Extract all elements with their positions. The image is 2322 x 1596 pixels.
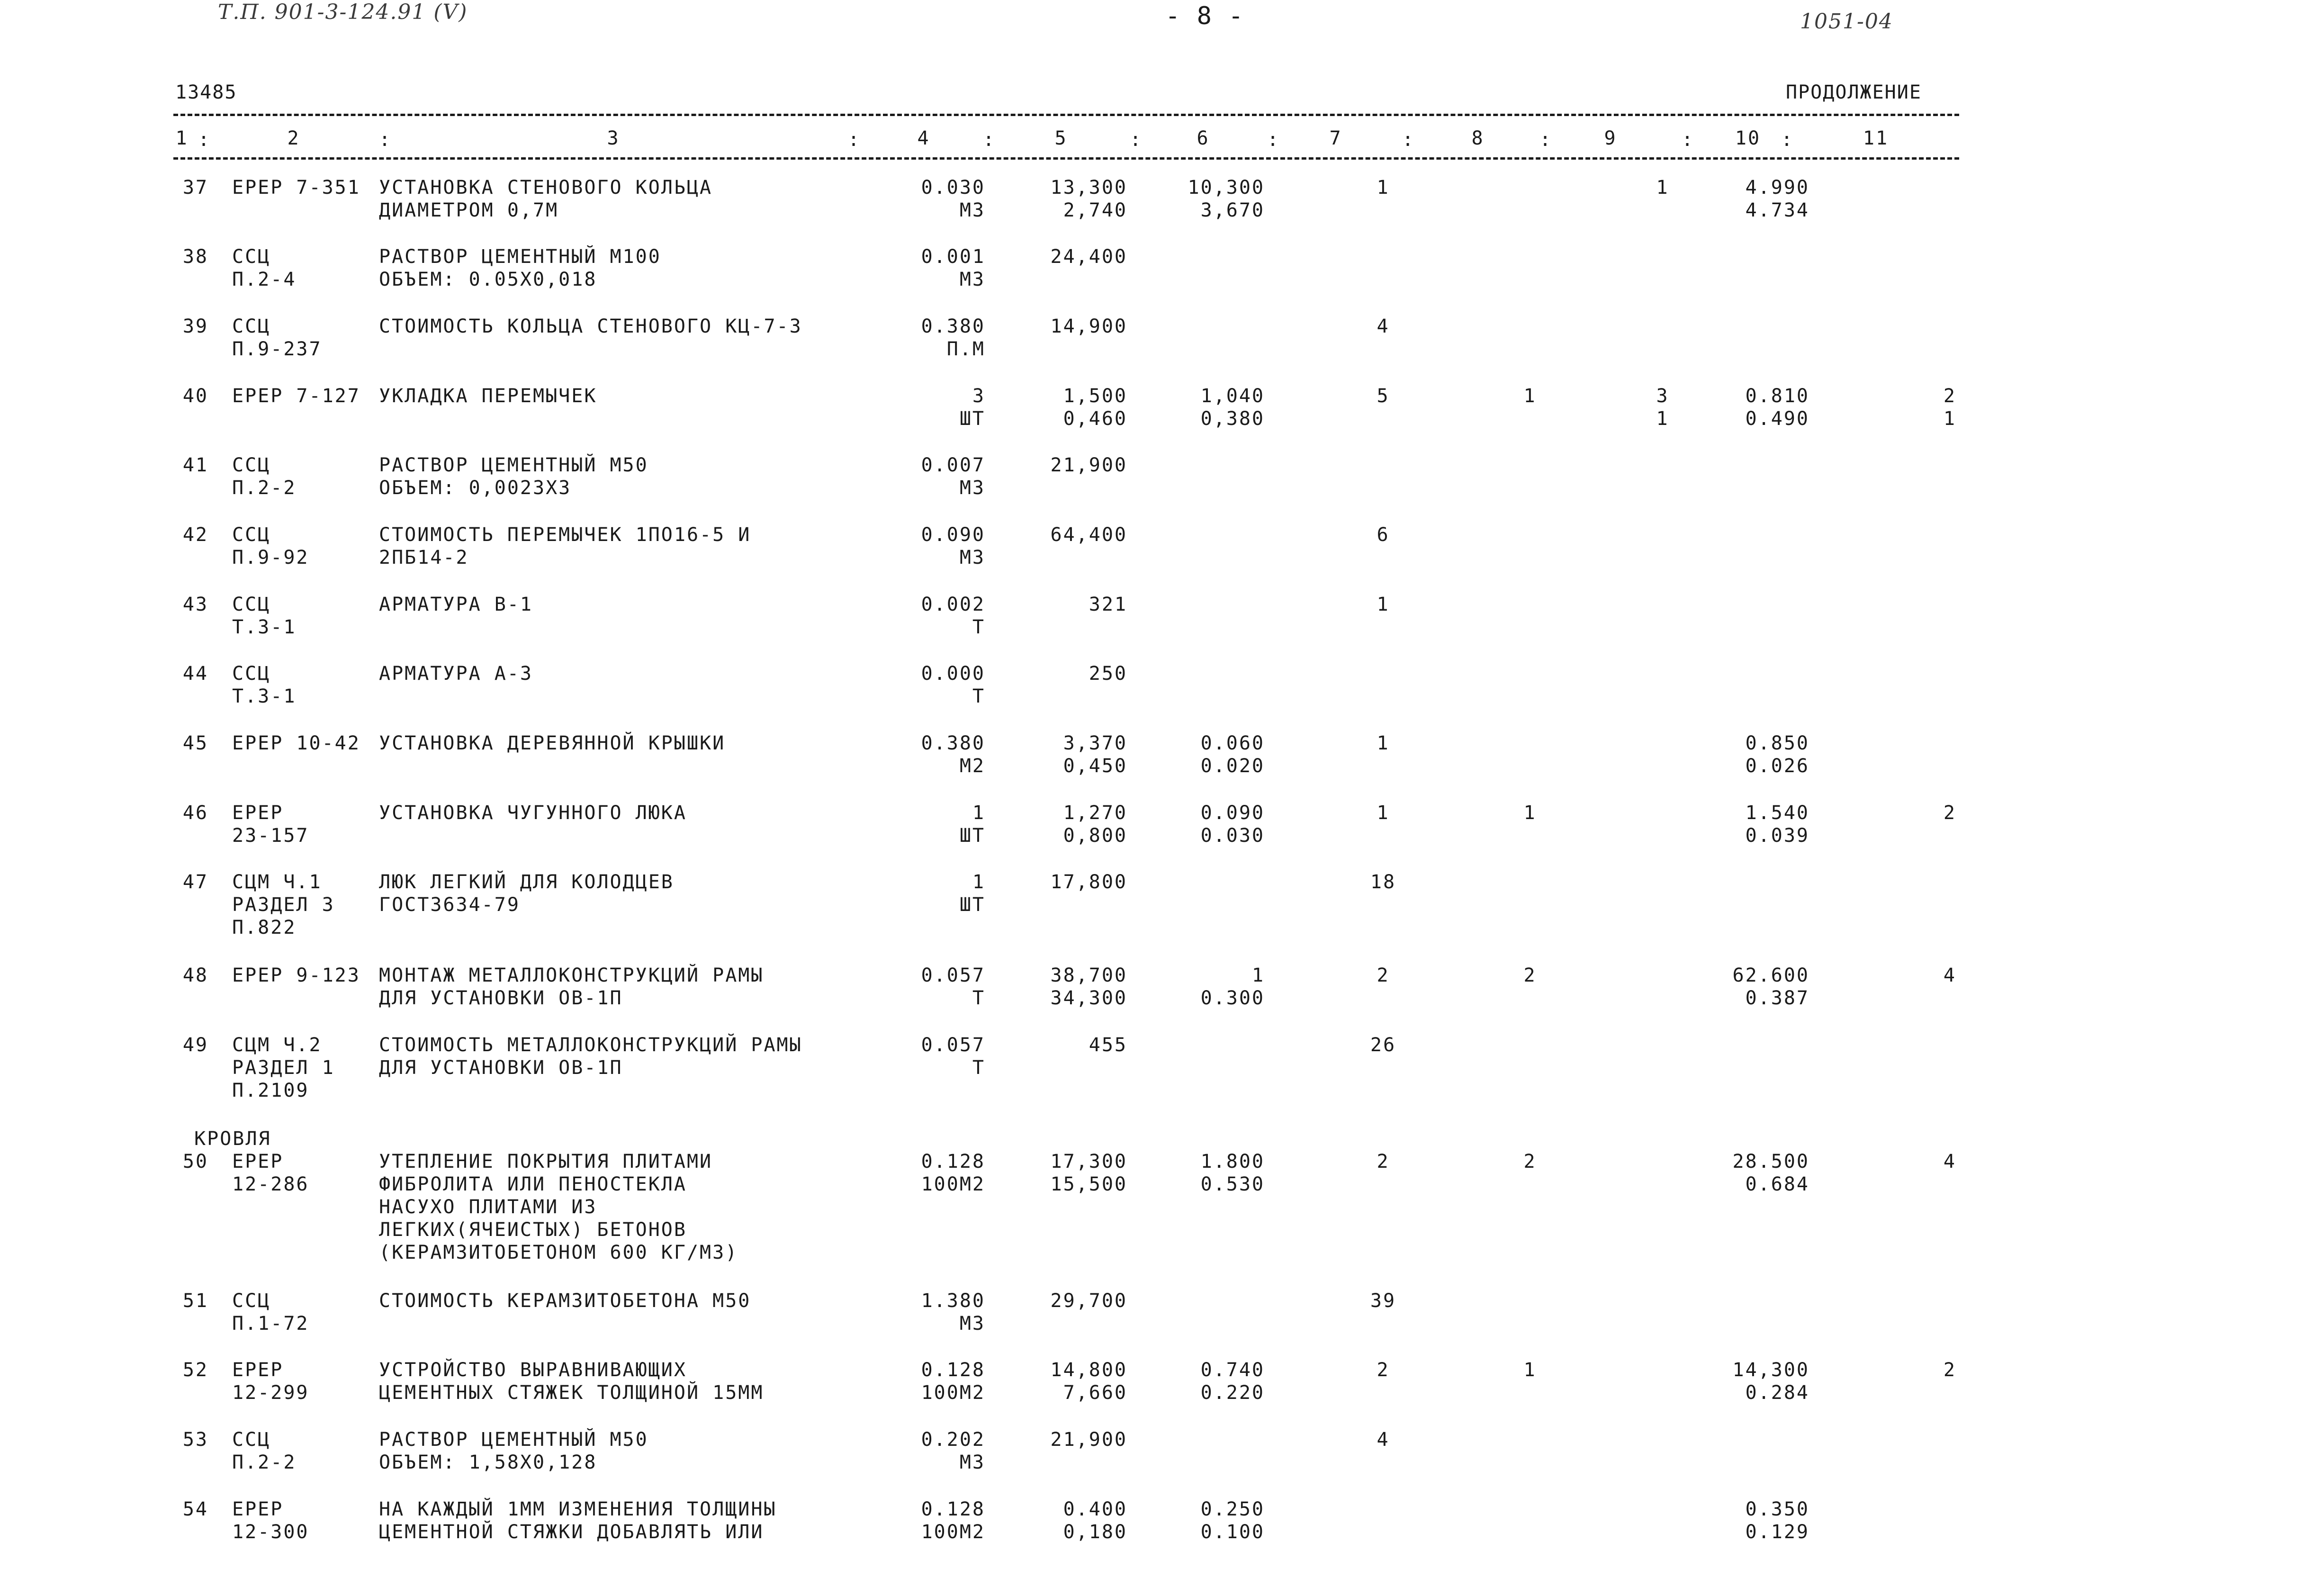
norm-code: 12-300 [232, 1521, 309, 1543]
col6-value: 0.100 [1200, 1521, 1265, 1543]
column-number-11: 11 [1863, 127, 1889, 149]
quantity: 0.202 [921, 1429, 985, 1451]
quantity: 3 [972, 385, 985, 407]
quantity: 0.128 [921, 1359, 985, 1381]
col7-value: 1 [1377, 732, 1390, 754]
norm-code: ЕРЕР 9-123 [232, 965, 360, 986]
continuation-label: ПРОДОЛЖЕНИЕ [1786, 81, 1922, 103]
norm-code: ССЦ [232, 316, 271, 337]
unit: М2 [959, 755, 985, 777]
row-number: 44 [182, 663, 208, 685]
work-name: АРМАТУРА В-1 [379, 594, 533, 615]
col6-value: 1.800 [1200, 1151, 1265, 1172]
col6-value: 0.220 [1200, 1382, 1265, 1404]
norm-code: Т.3-1 [232, 616, 297, 638]
unit: П.М [946, 338, 985, 360]
unit: ШТ [959, 408, 985, 430]
column-separator: : [1539, 129, 1551, 151]
unit: Т [972, 616, 985, 638]
col10-value: 0.490 [1745, 408, 1809, 430]
col5-value: 0,180 [1063, 1521, 1127, 1543]
row-number: 50 [182, 1151, 208, 1172]
col7-value: 1 [1377, 802, 1390, 824]
row-number: 48 [182, 965, 208, 986]
row-number: 37 [182, 177, 208, 198]
work-name: НА КАЖДЫЙ 1ММ ИЗМЕНЕНИЯ ТОЛЩИНЫ [379, 1498, 777, 1520]
col5-value: 64,400 [1050, 524, 1127, 546]
col8-value: 2 [1523, 1151, 1537, 1172]
norm-code: 12-286 [232, 1173, 309, 1195]
work-name: СТОИМОСТЬ КОЛЬЦА СТЕНОВОГО КЦ-7-3 [379, 316, 802, 337]
norm-code: П.9-92 [232, 547, 309, 568]
unit: М3 [959, 269, 985, 290]
column-number-5: 5 [1054, 127, 1068, 149]
work-name: СТОИМОСТЬ КЕРАМЗИТОБЕТОНА М50 [379, 1290, 751, 1312]
col7-value: 2 [1377, 965, 1390, 986]
row-number: 45 [182, 732, 208, 754]
col5-value: 34,300 [1050, 987, 1127, 1009]
col7-value: 18 [1370, 871, 1396, 893]
col10-value: 0.684 [1745, 1173, 1809, 1195]
doc-code: Т.П. 901-3-124.91 (V) [218, 0, 468, 24]
norm-code: ССЦ [232, 454, 271, 476]
col5-value: 0,800 [1063, 825, 1127, 847]
work-name: РАСТВОР ЦЕМЕНТНЫЙ М50 [379, 454, 648, 476]
row-number: 46 [182, 802, 208, 824]
quantity: 0.128 [921, 1151, 985, 1172]
col11-value: 2 [1943, 1359, 1956, 1381]
quantity: 0.090 [921, 524, 985, 546]
column-number-4: 4 [917, 127, 930, 149]
col10-value: 0.350 [1745, 1498, 1809, 1520]
work-name: ДИАМЕТРОМ 0,7М [379, 199, 559, 221]
column-separator: : [379, 129, 391, 151]
col5-value: 7,660 [1063, 1382, 1127, 1404]
norm-code: П.1-72 [232, 1313, 309, 1335]
col5-value: 3,370 [1063, 732, 1127, 754]
col7-value: 2 [1377, 1151, 1390, 1172]
quantity: 1.380 [921, 1290, 985, 1312]
row-number: 40 [182, 385, 208, 407]
norm-code: ЕРЕР 7-127 [232, 385, 360, 407]
col5-value: 38,700 [1050, 965, 1127, 986]
column-separator: : [848, 129, 860, 151]
norm-code: ССЦ [232, 1290, 271, 1312]
column-number-2: 2 [287, 127, 300, 149]
col9-value: 1 [1656, 177, 1669, 198]
col7-value: 6 [1377, 524, 1390, 546]
work-name: ДЛЯ УСТАНОВКИ ОВ-1П [379, 1057, 623, 1079]
col10-value: 4.734 [1745, 199, 1809, 221]
norm-code: РАЗДЕЛ 1 [232, 1057, 335, 1079]
norm-code: 23-157 [232, 825, 309, 847]
col5-value: 17,300 [1050, 1151, 1127, 1172]
column-number-9: 9 [1604, 127, 1617, 149]
col5-value: 15,500 [1050, 1173, 1127, 1195]
unit: Т [972, 1057, 985, 1079]
table-number: 13485 [175, 81, 237, 103]
unit: 100М2 [921, 1173, 985, 1195]
norm-code: П.9-237 [232, 338, 322, 360]
norm-code: ЕРЕР [232, 802, 284, 824]
col5-value: 13,300 [1050, 177, 1127, 198]
row-number: 54 [182, 1498, 208, 1520]
norm-code: П.2109 [232, 1080, 309, 1101]
col11-value: 1 [1943, 408, 1956, 430]
col5-value: 21,900 [1050, 454, 1127, 476]
col7-value: 5 [1377, 385, 1390, 407]
col7-value: 4 [1377, 316, 1390, 337]
work-name: ЛЕГКИХ(ЯЧЕИСТЫХ) БЕТОНОВ [379, 1219, 687, 1241]
norm-code: П.822 [232, 917, 297, 938]
unit: Т [972, 987, 985, 1009]
row-number: 51 [182, 1290, 208, 1312]
unit: М3 [959, 1313, 985, 1335]
work-name: УСТРОЙСТВО ВЫРАВНИВАЮЩИХ [379, 1359, 687, 1381]
work-name: ЦЕМЕНТНОЙ СТЯЖКИ ДОБАВЛЯТЬ ИЛИ [379, 1521, 764, 1543]
col6-value: 3,670 [1200, 199, 1265, 221]
column-number-10: 10 [1735, 127, 1761, 149]
col10-value: 62.600 [1732, 965, 1809, 986]
column-separator: : [1402, 129, 1414, 151]
norm-code: ССЦ [232, 594, 271, 615]
column-separator: : [198, 129, 210, 151]
col6-value: 0.740 [1200, 1359, 1265, 1381]
top-rule [173, 114, 1959, 116]
unit: М3 [959, 477, 985, 499]
col5-value: 2,740 [1063, 199, 1127, 221]
norm-code: ЕРЕР [232, 1498, 284, 1520]
norm-code: ССЦ [232, 524, 271, 546]
quantity: 1 [972, 871, 985, 893]
column-number-3: 3 [607, 127, 620, 149]
col10-value: 1.540 [1745, 802, 1809, 824]
unit: М3 [959, 199, 985, 221]
col6-value: 0.090 [1200, 802, 1265, 824]
norm-code: П.2-2 [232, 477, 297, 499]
row-number: 53 [182, 1429, 208, 1451]
work-name: ФИБРОЛИТА ИЛИ ПЕНОСТЕКЛА [379, 1173, 687, 1195]
col5-value: 455 [1089, 1034, 1127, 1056]
norm-code: П.2-4 [232, 269, 297, 290]
norm-code: РАЗДЕЛ 3 [232, 894, 335, 916]
col5-value: 14,900 [1050, 316, 1127, 337]
col10-value: 4.990 [1745, 177, 1809, 198]
row-number: 39 [182, 316, 208, 337]
work-name: НАСУХО ПЛИТАМИ ИЗ [379, 1196, 597, 1218]
column-separator: : [983, 129, 995, 151]
work-name: (КЕРАМЗИТОБЕТОНОМ 600 КГ/М3) [379, 1242, 738, 1263]
work-name: ЦЕМЕНТНЫХ СТЯЖЕК ТОЛЩИНОЙ 15ММ [379, 1382, 764, 1404]
col10-value: 0.129 [1745, 1521, 1809, 1543]
row-number: 49 [182, 1034, 208, 1056]
col8-value: 2 [1523, 965, 1537, 986]
col6-value: 10,300 [1188, 177, 1265, 198]
quantity: 0.002 [921, 594, 985, 615]
row-number: 43 [182, 594, 208, 615]
norm-code: ССЦ [232, 246, 271, 268]
work-name: СТОИМОСТЬ ПЕРЕМЫЧЕК 1ПО16-5 И [379, 524, 751, 546]
col10-value: 14,300 [1732, 1359, 1809, 1381]
col7-value: 26 [1370, 1034, 1396, 1056]
quantity: 0.057 [921, 965, 985, 986]
quantity: 0.128 [921, 1498, 985, 1520]
col8-value: 1 [1523, 385, 1537, 407]
work-name: УТЕПЛЕНИЕ ПОКРЫТИЯ ПЛИТАМИ [379, 1151, 713, 1172]
col5-value: 29,700 [1050, 1290, 1127, 1312]
norm-code: 12-299 [232, 1382, 309, 1404]
col9-value: 3 [1656, 385, 1669, 407]
norm-code: ССЦ [232, 663, 271, 685]
work-name: УСТАНОВКА ДЕРЕВЯННОЙ КРЫШКИ [379, 732, 726, 754]
page-code: 1051-04 [1800, 9, 1893, 34]
norm-code: Т.3-1 [232, 685, 297, 707]
col6-value: 0,380 [1200, 408, 1265, 430]
work-name: ОБЪЕМ: 0.05Х0,018 [379, 269, 597, 290]
unit: М3 [959, 547, 985, 568]
work-name: РАСТВОР ЦЕМЕНТНЫЙ М50 [379, 1429, 648, 1451]
col10-value: 0.810 [1745, 385, 1809, 407]
quantity: 0.001 [921, 246, 985, 268]
norm-code: ЕРЕР 10-42 [232, 732, 360, 754]
unit: Т [972, 685, 985, 707]
norm-code: СЦМ Ч.2 [232, 1034, 322, 1056]
quantity: 0.030 [921, 177, 985, 198]
col10-value: 0.284 [1745, 1382, 1809, 1404]
col10-value: 0.039 [1745, 825, 1809, 847]
col7-value: 4 [1377, 1429, 1390, 1451]
work-name: 2ПБ14-2 [379, 547, 469, 568]
col11-value: 2 [1943, 802, 1956, 824]
norm-code: ЕРЕР [232, 1359, 284, 1381]
col8-value: 1 [1523, 802, 1537, 824]
col6-value: 1,040 [1200, 385, 1265, 407]
col5-value: 17,800 [1050, 871, 1127, 893]
col5-value: 1,500 [1063, 385, 1127, 407]
col5-value: 0.400 [1063, 1498, 1127, 1520]
col6-value: 0.030 [1200, 825, 1265, 847]
unit: М3 [959, 1452, 985, 1473]
work-name: АРМАТУРА А-3 [379, 663, 533, 685]
col11-value: 2 [1943, 385, 1956, 407]
column-number-8: 8 [1471, 127, 1485, 149]
work-name: ГОСТ3634-79 [379, 894, 520, 916]
quantity: 0.057 [921, 1034, 985, 1056]
col6-value: 0.020 [1200, 755, 1265, 777]
unit: 100М2 [921, 1382, 985, 1404]
work-name: УСТАНОВКА ЧУГУННОГО ЛЮКА [379, 802, 687, 824]
col7-value: 39 [1370, 1290, 1396, 1312]
row-number: 42 [182, 524, 208, 546]
col6-value: 0.300 [1200, 987, 1265, 1009]
col10-value: 0.026 [1745, 755, 1809, 777]
col11-value: 4 [1943, 965, 1956, 986]
column-separator: : [1781, 129, 1793, 151]
column-number-7: 7 [1329, 127, 1342, 149]
col6-value: 0.250 [1200, 1498, 1265, 1520]
row-number: 52 [182, 1359, 208, 1381]
work-name: СТОИМОСТЬ МЕТАЛЛОКОНСТРУКЦИЙ РАМЫ [379, 1034, 802, 1056]
col9-value: 1 [1656, 408, 1669, 430]
column-separator: : [1267, 129, 1279, 151]
col10-value: 0.850 [1745, 732, 1809, 754]
col7-value: 2 [1377, 1359, 1390, 1381]
col5-value: 24,400 [1050, 246, 1127, 268]
norm-code: ССЦ [232, 1429, 271, 1451]
work-name: РАСТВОР ЦЕМЕНТНЫЙ М100 [379, 246, 661, 268]
unit: ШТ [959, 825, 985, 847]
col10-value: 28.500 [1732, 1151, 1809, 1172]
col5-value: 21,900 [1050, 1429, 1127, 1451]
quantity: 0.007 [921, 454, 985, 476]
column-separator: : [1130, 129, 1142, 151]
col11-value: 4 [1943, 1151, 1956, 1172]
work-name: ОБЪЕМ: 1,58Х0,128 [379, 1452, 597, 1473]
unit: ШТ [959, 894, 985, 916]
norm-code: П.2-2 [232, 1452, 297, 1473]
header-rule [173, 157, 1959, 160]
col5-value: 250 [1089, 663, 1127, 685]
work-name: УСТАНОВКА СТЕНОВОГО КОЛЬЦА [379, 177, 713, 198]
col6-value: 1 [1251, 965, 1265, 986]
col7-value: 1 [1377, 177, 1390, 198]
norm-code: СЦМ Ч.1 [232, 871, 322, 893]
unit: 100М2 [921, 1521, 985, 1543]
norm-code: ЕРЕР 7-351 [232, 177, 360, 198]
column-separator: : [1682, 129, 1693, 151]
work-name: УКЛАДКА ПЕРЕМЫЧЕК [379, 385, 597, 407]
work-name: ОБЪЕМ: 0,0023Х3 [379, 477, 572, 499]
row-number: 38 [182, 246, 208, 268]
quantity: 0.000 [921, 663, 985, 685]
col5-value: 1,270 [1063, 802, 1127, 824]
col6-value: 0.060 [1200, 732, 1265, 754]
quantity: 0.380 [921, 316, 985, 337]
col6-value: 0.530 [1200, 1173, 1265, 1195]
page-number: - 8 - [1165, 2, 1244, 30]
column-number-6: 6 [1197, 127, 1210, 149]
row-number: 47 [182, 871, 208, 893]
col5-value: 0,450 [1063, 755, 1127, 777]
row-number: 41 [182, 454, 208, 476]
col5-value: 321 [1089, 594, 1127, 615]
work-name: МОНТАЖ МЕТАЛЛОКОНСТРУКЦИЙ РАМЫ [379, 965, 764, 986]
col5-value: 0,460 [1063, 408, 1127, 430]
column-number-1: 1 [175, 127, 189, 149]
section-title: КРОВЛЯ [194, 1128, 271, 1150]
norm-code: ЕРЕР [232, 1151, 284, 1172]
col7-value: 1 [1377, 594, 1390, 615]
col10-value: 0.387 [1745, 987, 1809, 1009]
quantity: 0.380 [921, 732, 985, 754]
quantity: 1 [972, 802, 985, 824]
col5-value: 14,800 [1050, 1359, 1127, 1381]
col8-value: 1 [1523, 1359, 1537, 1381]
work-name: ДЛЯ УСТАНОВКИ ОВ-1П [379, 987, 623, 1009]
work-name: ЛЮК ЛЕГКИЙ ДЛЯ КОЛОДЦЕВ [379, 871, 674, 893]
